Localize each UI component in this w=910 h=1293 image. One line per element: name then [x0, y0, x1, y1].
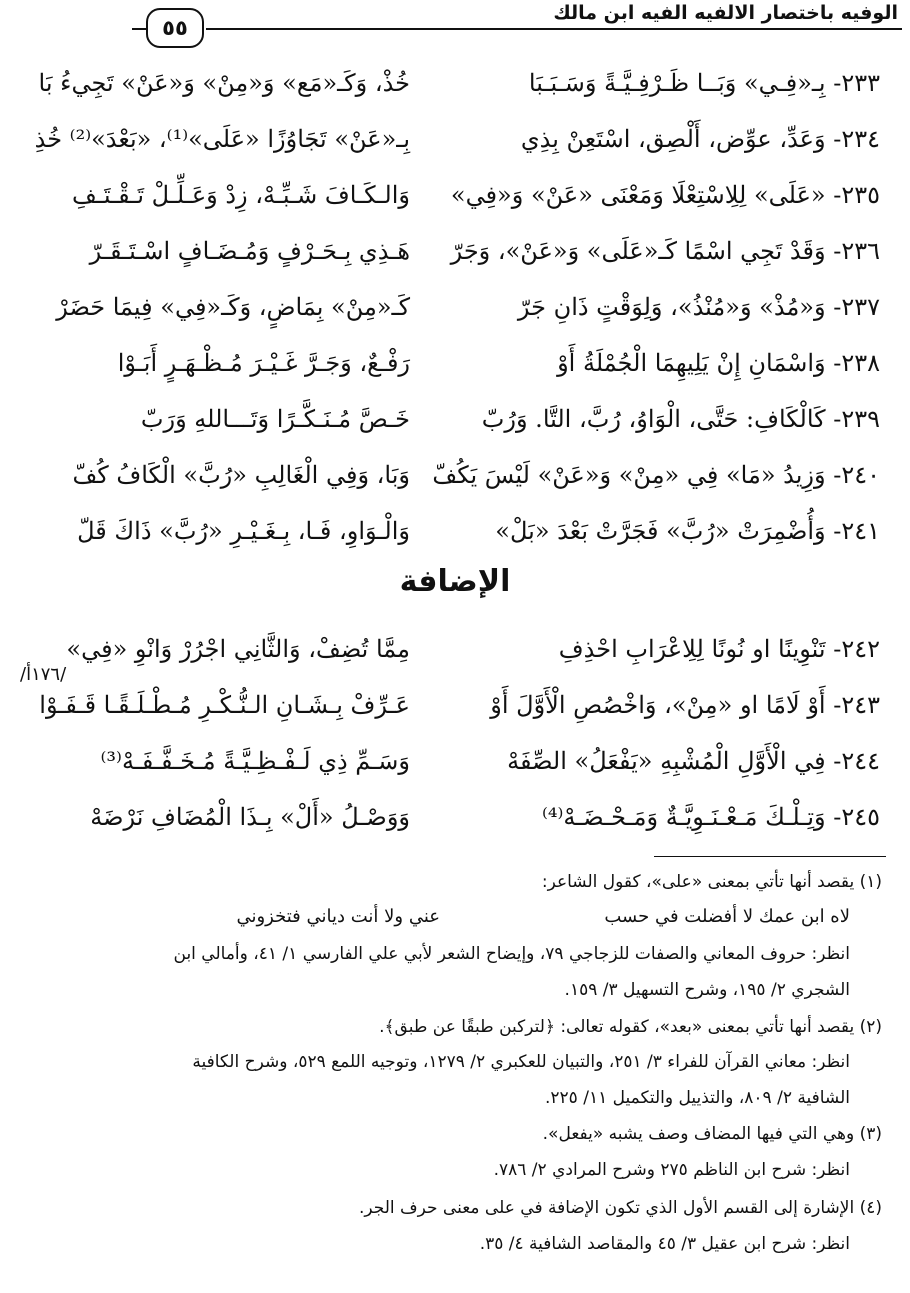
verse-row: [0, 792, 910, 842]
verse-row: [0, 114, 910, 164]
footnote-line: انظر: شرح ابن الناظم ٢٧٥ وشرح المرادي ٢/ ٧٨٦.: [493, 1160, 850, 1180]
verse-second-hemistich: هَـذِي بِـحَـرْفٍ وَمُـضَـافٍ اسْـتَـقَـرّ: [89, 237, 410, 265]
verse-row: [0, 506, 910, 556]
verse-first-hemistich: ٢٤٠- وَزِيدُ «مَا» فِي «مِنْ» وَ«عَنْ» لَيْسَ يَكُفّ: [432, 461, 880, 489]
verse-first-hemistich: ٢٤٥- وَتِـلْـكَ مَـعْـنَـوِيَّـةٌ وَمَـحْـضَـهْ⁽⁴⁾: [541, 803, 880, 831]
verse-row: [0, 736, 910, 786]
verse-second-hemistich: وَسَـمِّ ذِي لَـفْـظِـيَّـةً مُـخَـفَّـفَـهْ⁽³⁾: [100, 747, 410, 775]
verse-second-hemistich: وَوَصْـلُ «أَلْ» بِـذَا الْمُضَافِ نَرْضَهْ: [90, 803, 410, 831]
verse-row: [0, 282, 910, 332]
section-title: الإضافة: [399, 564, 511, 599]
verse-row: [0, 624, 910, 674]
verse-first-hemistich: ٢٣٥- «عَلَى» لِلِاسْتِعْلَا وَمَعْنَى «عَنْ» وَ«فِي»: [450, 181, 880, 209]
verse-row: [0, 58, 910, 108]
verse-first-hemistich: ٢٤٢- تَنْوِينًا او نُونًا لِلِاعْرَابِ احْذِفِ: [558, 635, 880, 663]
footnote-separator: [654, 856, 886, 857]
footnote-line: (٢) يقصد أنها تأتي بمعنى «بعد»، كقوله تعالى: ﴿لتركبن طبقًا عن طبق﴾.: [379, 1017, 882, 1037]
header-rule-left: [132, 28, 146, 30]
verse-row: [0, 226, 910, 276]
footnote-line: الشافية ٢/ ٨٠٩، والتذييل والتكميل ١١/ ٢٢٥.: [545, 1088, 850, 1108]
verse-first-hemistich: ٢٣٧- وَ«مُذْ» وَ«مُنْذُ»، وَلِوَقْتٍ ذَانِ جَرّ: [517, 293, 880, 321]
manuscript-folio-note: /١٧٦أ/: [20, 664, 67, 685]
footnote-line: الشجري ٢/ ١٩٥، وشرح التسهيل ٣/ ١٥٩.: [564, 980, 850, 1000]
verse-second-hemistich: عَـرِّفْ بِـشَـانِ الـنُّـكْـرِ مُـطْـلَـقًـا قَـفَـوْا: [39, 691, 410, 719]
verse-row: [0, 680, 910, 730]
verse-second-hemistich: بِـ«عَنْ» تَجَاوُزًا «عَلَى»⁽¹⁾، «بَعْدَ»⁽²⁾ خُذِ: [34, 125, 410, 153]
verse-second-hemistich: خُذْ، وَكَـ«مَع» وَ«مِنْ» وَ«عَنْ» تَجِيءُ بَا: [38, 69, 410, 97]
verse-first-hemistich: ٢٤١- وَأُضْمِرَتْ «رُبَّ» فَجَرَّتْ بَعْدَ «بَلْ»: [495, 517, 880, 545]
footnote-line: (٤) الإشارة إلى القسم الأول الذي تكون الإضافة في على معنى حرف الجر.: [358, 1198, 882, 1218]
verse-first-hemistich: ٢٣٦- وَقَدْ تَجِي اسْمًا كَـ«عَلَى» وَ«عَنْ»، وَجَرّ: [450, 237, 880, 265]
footnote-line: انظر: معاني القرآن للفراء ٣/ ٢٥١، والتبيان للعكبري ٢/ ١٢٧٩، وتوجيه اللمع ٥٢٩، وشرح الكافية: [192, 1052, 850, 1072]
footnote-line: انظر: حروف المعاني والصفات للزجاجي ٧٩، وإيضاح الشعر لأبي علي الفارسي ١/ ٤١، وأمالي ابن: [173, 944, 850, 964]
verse-row: [0, 338, 910, 388]
verse-row: [0, 450, 910, 500]
poem-second-hemistich: عني ولا أنت دياني فتخزوني: [236, 906, 440, 927]
footnote-line: انظر: شرح ابن عقيل ٣/ ٤٥ والمقاصد الشافية ٤/ ٣٥.: [479, 1234, 850, 1254]
verse-first-hemistich: ٢٣٩- كَالْكَافِ: حَتَّى، الْوَاوُ، رُبَّ، التَّا. وَرُبّ: [481, 405, 880, 433]
verse-first-hemistich: ٢٣٣- بِـ«فِـي» وَبَــا ظَـرْفِـيَّـةً وَسَـبَـبَا: [528, 69, 880, 97]
verse-second-hemistich: مِمَّا تُضِفْ، وَالثَّانِي اجْرُرْ وَانْوِ «فِي»: [66, 635, 410, 663]
footnote-line: (١) يقصد أنها تأتي بمعنى «على»، كقول الشاعر:: [541, 872, 882, 892]
page-number: ٥٥: [146, 8, 204, 48]
verse-second-hemistich: وَبَا، وَفِي الْغَالِبِ «رُبَّ» الْكَافُ كُفّ: [72, 461, 410, 489]
verse-second-hemistich: وَالـكَـافَ شَـبِّـهْ، زِدْ وَعَـلِّـلْ تَـقْـتَـفِ: [72, 181, 410, 209]
verse-row: [0, 394, 910, 444]
footnote-line: (٣) وهي التي فيها المضاف وصف يشبه «يفعل».: [542, 1124, 882, 1144]
verse-second-hemistich: رَفْـعٌ، وَجَـرَّ غَـيْـرَ مُـظْـهَـرٍ أَبَـوْا: [117, 349, 410, 377]
verse-row: [0, 170, 910, 220]
verse-second-hemistich: كَـ«مِنْ» بِمَاضٍ، وَكَـ«فِي» فِيمَا حَضَرْ: [56, 293, 410, 321]
poem-first-hemistich: لاه ابن عمك لا أفضلت في حسب: [604, 906, 850, 927]
verse-first-hemistich: ٢٣٨- وَاسْمَانِ إِنْ يَلِيهِمَا الْجُمْلَةُ أَوْ: [557, 349, 880, 377]
verse-first-hemistich: ٢٤٣- أَوْ لَامًا او «مِنْ»، وَاخْصُصِ الْأَوَّلَ أَوْ: [490, 691, 880, 719]
verse-second-hemistich: وَالْـوَاوِ، فَـا، بِـغَـيْـرِ «رُبَّ» ذَاكَ قَلّ: [77, 517, 410, 545]
verse-second-hemistich: خَـصَّ مُـنَـكَّـرًا وَتَـــاللهِ وَرَبّ: [140, 405, 410, 433]
page-header: [0, 0, 910, 52]
verse-first-hemistich: ٢٣٤- وَعَدِّ، عوِّض، أَلْصِق، اسْتَعِنْ بِذِي: [520, 125, 880, 153]
running-title: الوفيه باختصار الالفيه الفيه ابن مالك: [553, 2, 898, 24]
verse-first-hemistich: ٢٤٤- فِي الْأَوَّلِ الْمُشْبِهِ «يَفْعَلُ» الصِّفَهْ: [507, 747, 880, 775]
header-rule-right: [206, 28, 902, 30]
